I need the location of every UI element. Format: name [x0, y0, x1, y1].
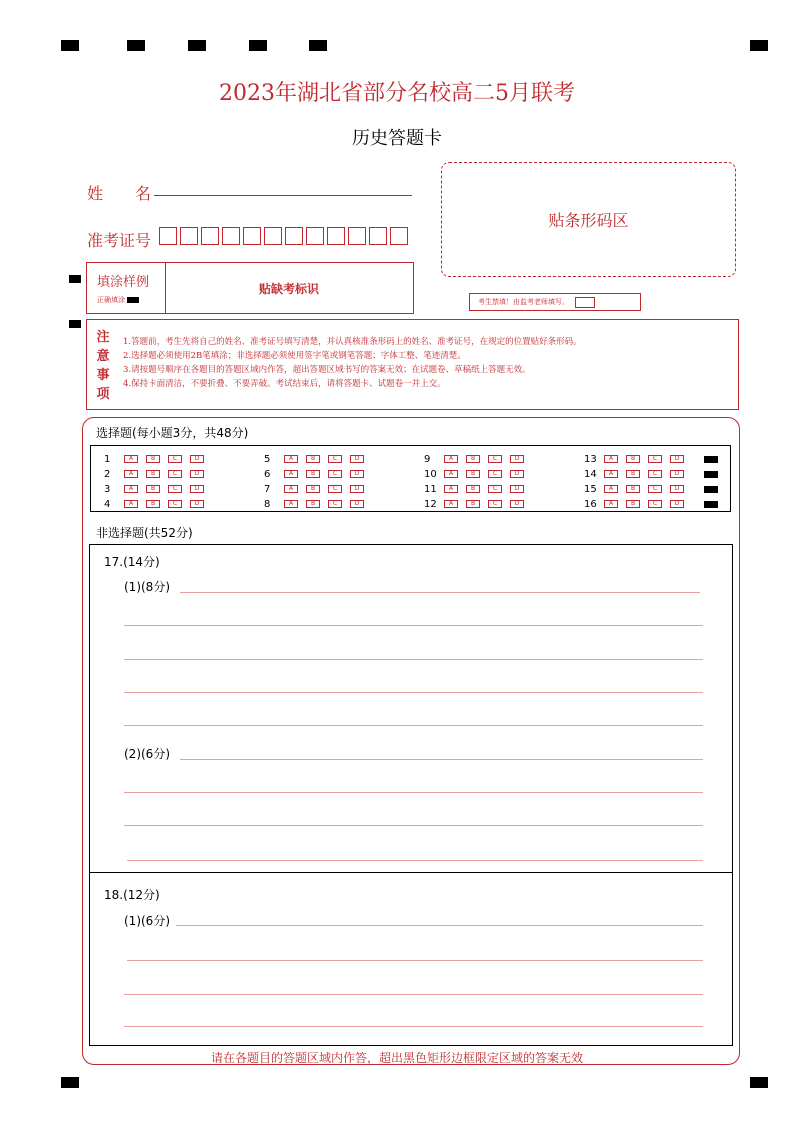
mc-option-bubble[interactable]: A: [124, 470, 138, 478]
answer-line[interactable]: [124, 825, 703, 826]
mc-question-number: 4: [104, 498, 111, 510]
answer-line[interactable]: [124, 659, 703, 660]
answer-line[interactable]: [127, 960, 703, 961]
mc-option-bubble[interactable]: D: [190, 485, 204, 493]
timing-mark: [704, 456, 718, 463]
mc-option-bubble[interactable]: C: [648, 485, 662, 493]
mc-option-bubble[interactable]: C: [648, 470, 662, 478]
fill-sample-cell: [87, 263, 166, 313]
barcode-area: [441, 162, 736, 277]
mc-option-bubble[interactable]: D: [190, 455, 204, 463]
answer-line[interactable]: [180, 592, 700, 593]
name-field[interactable]: [154, 195, 412, 196]
id-digit-box[interactable]: [369, 227, 387, 245]
mc-option-bubble[interactable]: B: [626, 470, 640, 478]
mc-question-number: 7: [264, 483, 271, 495]
mc-question-number: 9: [424, 453, 431, 465]
mc-option-bubble[interactable]: A: [284, 470, 298, 478]
mc-question-row: [104, 452, 212, 466]
mc-option-bubble[interactable]: B: [626, 455, 640, 463]
q18-part1-label: (1)(6分): [124, 914, 170, 928]
mc-option-bubble[interactable]: B: [306, 470, 320, 478]
q17-part1-label: (1)(8分): [124, 580, 170, 594]
mc-option-bubble[interactable]: D: [510, 470, 524, 478]
mc-option-bubble[interactable]: C: [328, 485, 342, 493]
answer-line[interactable]: [180, 759, 703, 760]
fill-sample-correct: [97, 295, 139, 305]
mc-question-row: [104, 482, 212, 496]
mc-question-row: [584, 497, 718, 511]
mc-question-number: 15: [584, 483, 597, 495]
note-item: 2.选择题必须使用2B笔填涂；非选择题必须使用签字笔或钢笔答题；字体工整、笔迹清楚。: [123, 351, 466, 361]
name-label: 姓 名: [87, 184, 152, 203]
mc-option-bubble[interactable]: D: [670, 500, 684, 508]
missing-exam-label: 贴缺考标识: [258, 281, 319, 296]
timing-mark: [61, 1077, 79, 1088]
mc-option-bubble[interactable]: A: [604, 455, 618, 463]
mc-option-bubble[interactable]: C: [488, 500, 502, 508]
mc-option-bubble[interactable]: B: [626, 485, 640, 493]
mc-question-number: 1: [104, 453, 111, 465]
mc-option-bubble[interactable]: C: [168, 455, 182, 463]
id-digit-box[interactable]: [390, 227, 408, 245]
answer-line[interactable]: [124, 792, 703, 793]
answer-line[interactable]: [124, 725, 703, 726]
mc-question-row: [424, 482, 532, 496]
mc-question-row: [264, 452, 372, 466]
timing-mark: [704, 501, 718, 508]
id-digit-box[interactable]: [201, 227, 219, 245]
mc-option-bubble[interactable]: D: [670, 485, 684, 493]
mc-question-number: 3: [104, 483, 111, 495]
answer-line[interactable]: [127, 860, 703, 861]
id-digit-box[interactable]: [264, 227, 282, 245]
note-item: 3.请按题号顺序在各题目的答题区域内作答，超出答题区域书写的答案无效；在试题卷、草稿纸上答题无效。: [123, 365, 531, 375]
mc-option-bubble[interactable]: A: [444, 485, 458, 493]
id-number-boxes[interactable]: [159, 227, 411, 245]
answer-line[interactable]: [124, 625, 703, 626]
mc-option-bubble[interactable]: C: [648, 500, 662, 508]
mc-option-bubble[interactable]: B: [466, 470, 480, 478]
mc-option-bubble[interactable]: A: [604, 500, 618, 508]
timing-mark: [704, 471, 718, 478]
mc-option-bubble[interactable]: C: [328, 470, 342, 478]
id-label: 准考证号: [87, 231, 152, 250]
mc-question-row: [424, 467, 532, 481]
fill-sample-correct-label: 正确填涂: [97, 296, 125, 304]
timing-mark: [750, 40, 768, 51]
footer-warning: 请在各题目的答题区域内作答，超出黑色矩形边框限定区域的答案无效: [210, 1051, 583, 1065]
mc-option-bubble[interactable]: D: [190, 470, 204, 478]
barcode-label: 贴条形码区: [548, 211, 629, 230]
mc-option-bubble[interactable]: D: [510, 485, 524, 493]
id-digit-box[interactable]: [327, 227, 345, 245]
mc-option-bubble[interactable]: B: [146, 470, 160, 478]
id-digit-box[interactable]: [348, 227, 366, 245]
timing-mark: [69, 320, 81, 328]
mc-question-row: [264, 497, 372, 511]
notes-box: [86, 319, 739, 410]
mc-option-bubble[interactable]: A: [444, 455, 458, 463]
mc-option-bubble[interactable]: B: [466, 455, 480, 463]
mc-option-bubble[interactable]: C: [168, 500, 182, 508]
mc-question-number: 14: [584, 468, 597, 480]
mc-option-bubble[interactable]: A: [444, 470, 458, 478]
mc-option-bubble[interactable]: D: [350, 455, 364, 463]
answer-line[interactable]: [124, 1026, 703, 1027]
mc-question-row: [584, 452, 718, 466]
mc-option-bubble[interactable]: D: [670, 470, 684, 478]
mc-question-number: 6: [264, 468, 271, 480]
timing-mark: [249, 40, 267, 51]
mc-question-row: [424, 497, 532, 511]
mc-option-bubble[interactable]: C: [648, 455, 662, 463]
answer-line[interactable]: [124, 994, 703, 995]
multiple-choice-title: 选择题(每小题3分，共48分): [96, 426, 249, 440]
id-digit-box[interactable]: [222, 227, 240, 245]
mc-question-number: 8: [264, 498, 271, 510]
page-title: 2023年湖北省部分名校高二5月联考: [219, 81, 575, 106]
timing-mark: [188, 40, 206, 51]
mc-question-number: 5: [264, 453, 271, 465]
timing-mark: [309, 40, 327, 51]
mc-option-bubble[interactable]: D: [510, 500, 524, 508]
mc-option-bubble[interactable]: D: [350, 485, 364, 493]
mc-option-bubble[interactable]: B: [626, 500, 640, 508]
id-digit-box[interactable]: [243, 227, 261, 245]
mc-question-number: 11: [424, 483, 437, 495]
proctor-note: 考生禁填！由监考老师填写。: [478, 298, 569, 306]
mc-option-bubble[interactable]: A: [124, 500, 138, 508]
notes-heading-char: 注: [96, 330, 110, 345]
fill-sample-box: [86, 262, 414, 314]
timing-mark: [750, 1077, 768, 1088]
q17-part2-label: (2)(6分): [124, 747, 170, 761]
mc-option-bubble[interactable]: B: [146, 485, 160, 493]
timing-mark: [127, 40, 145, 51]
mc-option-bubble[interactable]: D: [350, 470, 364, 478]
mc-option-bubble[interactable]: A: [604, 470, 618, 478]
open-questions-box: [89, 544, 733, 1046]
mc-question-row: [264, 482, 372, 496]
proctor-box: [469, 293, 641, 311]
notes-heading-char: 事: [96, 368, 110, 383]
id-digit-box[interactable]: [180, 227, 198, 245]
timing-mark: [61, 40, 79, 51]
answer-line[interactable]: [176, 925, 703, 926]
mc-question-number: 2: [104, 468, 111, 480]
id-digit-box[interactable]: [285, 227, 303, 245]
page-subtitle: 历史答题卡: [352, 128, 442, 149]
mc-option-bubble[interactable]: A: [444, 500, 458, 508]
open-questions-title: 非选择题(共52分): [96, 526, 193, 540]
notes-heading-char: 项: [96, 387, 110, 402]
id-digit-box[interactable]: [159, 227, 177, 245]
proctor-checkbox[interactable]: [575, 297, 595, 308]
mc-option-bubble[interactable]: A: [604, 485, 618, 493]
mc-question-row: [584, 482, 718, 496]
filled-bubble-icon: [127, 297, 139, 303]
mc-option-bubble[interactable]: D: [350, 500, 364, 508]
note-item: 1.答题前，考生先将自己的姓名、准考证号填写清楚，并认真核准条形码上的姓名、准考证号，在规定的位置贴好条形码。: [123, 337, 582, 347]
q18-title: 18.(12分): [104, 888, 160, 902]
mc-question-row: [264, 467, 372, 481]
mc-question-number: 10: [424, 468, 437, 480]
notes-heading: [95, 328, 111, 404]
mc-option-bubble[interactable]: C: [328, 500, 342, 508]
mc-option-bubble[interactable]: B: [306, 455, 320, 463]
mc-option-bubble[interactable]: C: [488, 470, 502, 478]
mc-option-bubble[interactable]: C: [328, 455, 342, 463]
mc-option-bubble[interactable]: B: [146, 455, 160, 463]
mc-question-row: [104, 467, 212, 481]
mc-option-bubble[interactable]: A: [124, 455, 138, 463]
question-divider: [89, 872, 733, 873]
timing-mark: [704, 486, 718, 493]
mc-option-bubble[interactable]: C: [168, 485, 182, 493]
mc-question-number: 13: [584, 453, 597, 465]
mc-option-bubble[interactable]: B: [466, 485, 480, 493]
missing-exam-sticker-area: [165, 263, 413, 313]
mc-question-row: [584, 467, 718, 481]
mc-option-bubble[interactable]: A: [124, 485, 138, 493]
id-digit-box[interactable]: [306, 227, 324, 245]
mc-option-bubble[interactable]: D: [670, 455, 684, 463]
mc-option-bubble[interactable]: C: [488, 455, 502, 463]
timing-mark: [69, 275, 81, 283]
mc-option-bubble[interactable]: B: [146, 500, 160, 508]
q17-title: 17.(14分): [104, 555, 160, 569]
notes-heading-char: 意: [96, 349, 110, 364]
mc-option-bubble[interactable]: A: [284, 500, 298, 508]
mc-option-bubble[interactable]: A: [284, 485, 298, 493]
fill-sample-title: 填涂样例: [97, 275, 150, 290]
mc-option-bubble[interactable]: C: [168, 470, 182, 478]
mc-option-bubble[interactable]: B: [306, 485, 320, 493]
mc-question-number: 16: [584, 498, 597, 510]
mc-question-row: [424, 452, 532, 466]
mc-option-bubble[interactable]: D: [190, 500, 204, 508]
mc-question-number: 12: [424, 498, 437, 510]
note-item: 4.保持卡面清洁，不要折叠、不要弄破。考试结束后，请将答题卡、试题卷一并上交。: [123, 379, 446, 389]
mc-option-bubble[interactable]: A: [284, 455, 298, 463]
notes-list: [123, 335, 582, 391]
mc-option-bubble[interactable]: C: [488, 485, 502, 493]
mc-option-bubble[interactable]: B: [466, 500, 480, 508]
mc-question-row: [104, 497, 212, 511]
answer-line[interactable]: [124, 692, 703, 693]
mc-option-bubble[interactable]: D: [510, 455, 524, 463]
mc-option-bubble[interactable]: B: [306, 500, 320, 508]
